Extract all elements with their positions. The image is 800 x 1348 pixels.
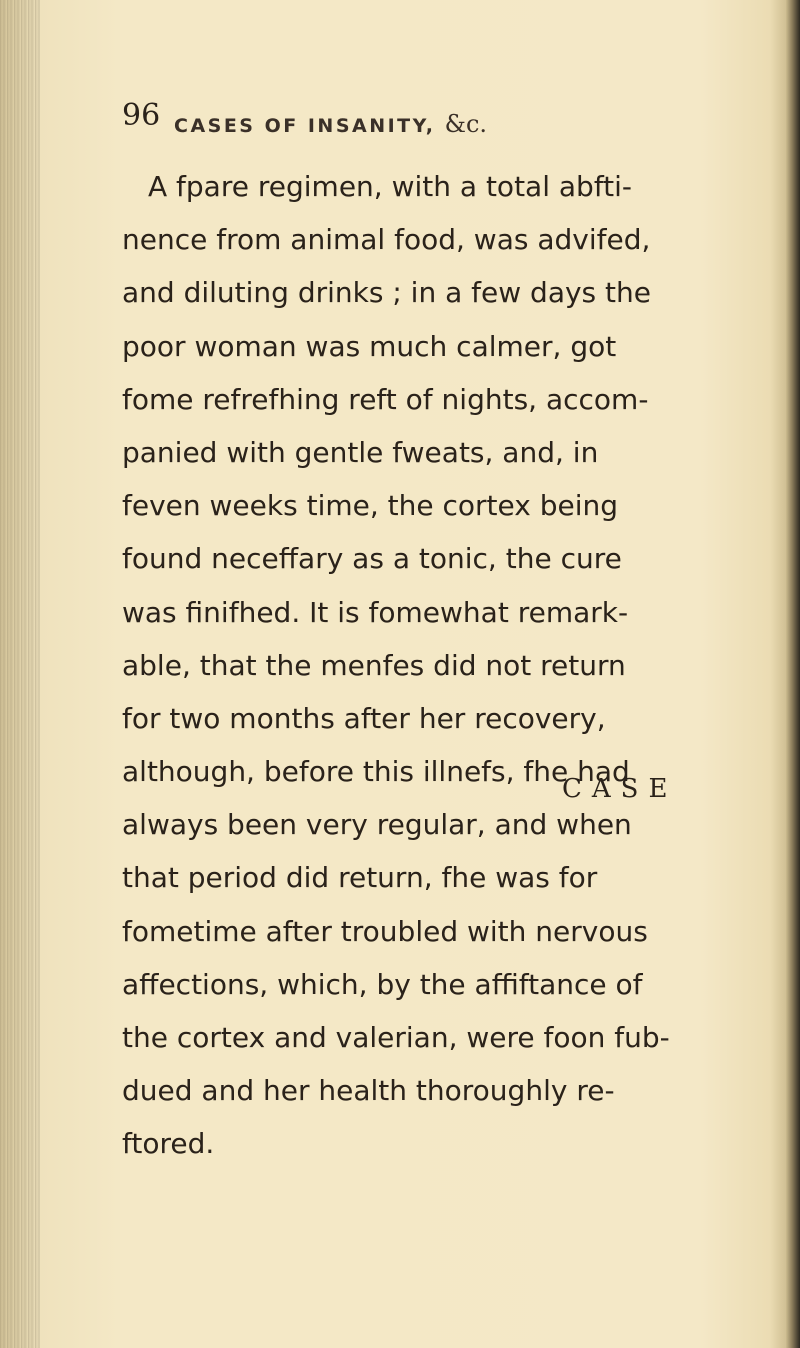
page-number: 96 [122,98,161,133]
text-line: poor woman was much calmer, got [122,329,617,363]
text-line: that period did return, fhe was for [122,861,598,895]
text-line: able, that the menfes did not return [122,648,626,682]
text-line: found neceffary as a tonic, the cure [122,542,622,576]
text-line: although, before this illnefs, fhe had [122,755,630,789]
text-line: ftored. [122,1127,215,1161]
text-line: fometime after troubled with nervous [122,914,648,948]
page-edge-shadow [786,0,800,1348]
running-title [174,110,487,138]
text-line: dued and her health thoroughly re- [122,1074,615,1108]
text-line: the cortex and valerian, were foon fub- [122,1021,670,1054]
text-line: fome refrefhing reft of nights, accom- [122,382,649,416]
text-line: feven weeks time, the cortex being [122,489,619,523]
text-line: and diluting drinks ; in a few days the [122,276,651,310]
running-title-suffix: &c. [444,110,488,138]
text-line: panied with gentle fweats, and, in [122,435,599,469]
catchword: CASE [562,774,678,804]
text-line: A fpare regimen, with a total abfti- [148,170,633,203]
page-header [122,98,722,148]
running-title-text: CASES OF INSANITY, [174,115,436,137]
page-binding-shadow [0,0,40,1348]
body-text [122,160,742,1171]
text-line: was finifhed. It is fomewhat remark- [122,595,629,629]
text-line: nence from animal food, was advifed, [122,223,651,257]
text-line: for two months after her recovery, [122,701,606,735]
text-line: affections, which, by the affiftance of [122,967,643,1001]
text-line: always been very regular, and when [122,808,632,842]
